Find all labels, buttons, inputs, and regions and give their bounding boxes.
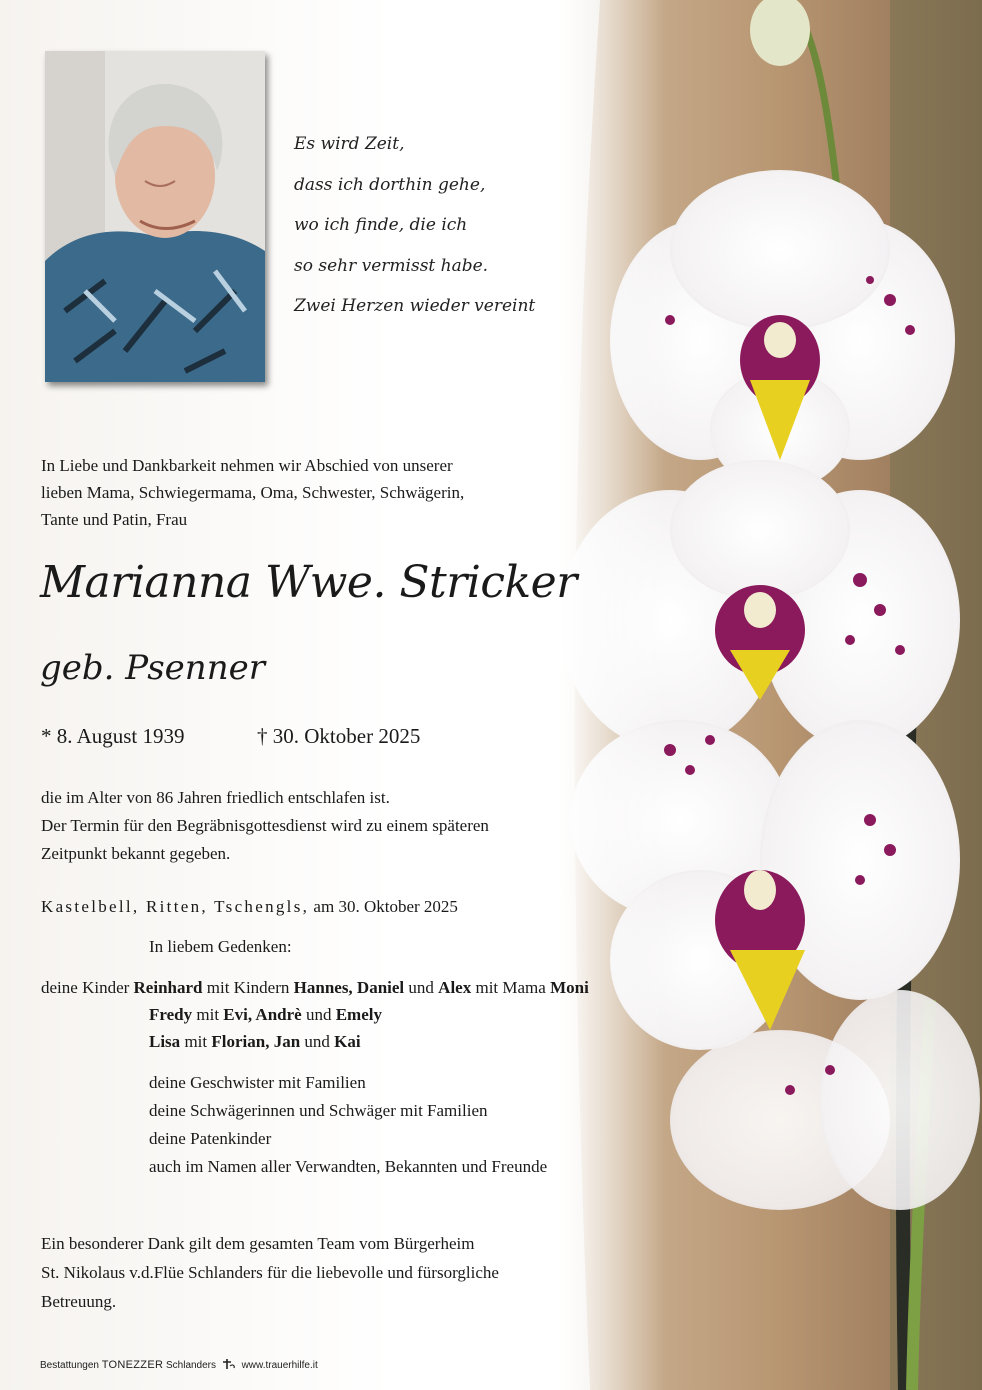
intro-line: In Liebe und Dankbarkeit nehmen wir Abschied von unserer xyxy=(41,456,453,475)
portrait-photo xyxy=(45,51,265,382)
poem xyxy=(294,124,594,327)
poem-line: so sehr vermisst habe. xyxy=(294,255,489,276)
mourner-line: deine Schwägerinnen und Schwäger mit Familien xyxy=(149,1101,488,1120)
family-member: Reinhard xyxy=(133,978,203,997)
cross-icon xyxy=(221,1358,237,1373)
notice-date: am 30. Oktober 2025 xyxy=(313,897,458,916)
death-date: † 30. Oktober 2025 xyxy=(257,724,421,748)
family-text: und xyxy=(305,1005,332,1024)
thanks-line: Betreuung. xyxy=(41,1292,117,1311)
family-member: Lisa xyxy=(149,1032,181,1051)
thanks-line: Ein besonderer Dank gilt dem gesamten Team vom Bürgerheim xyxy=(41,1234,475,1253)
mourner-line: auch im Namen aller Verwandten, Bekannten und Freunde xyxy=(149,1157,548,1176)
notice-line: Der Termin für den Begräbnisgottesdienst wird zu einem späteren xyxy=(41,816,489,835)
family-line xyxy=(41,1028,589,1055)
family-member: Kai xyxy=(334,1032,361,1051)
family-text: und xyxy=(408,978,434,997)
footer-brand: TONEZZER xyxy=(101,1359,164,1372)
footer xyxy=(40,1358,318,1373)
intro-line: lieben Mama, Schwiegermama, Oma, Schwester, Schwägerin, xyxy=(41,483,465,502)
thanks-line: St. Nikolaus v.d.Flüe Schlanders für die liebevolle und fürsorgliche xyxy=(41,1263,499,1282)
family-member: Evi, Andrè xyxy=(223,1005,302,1024)
family-text: deine Kinder xyxy=(41,978,130,997)
family-member: Emely xyxy=(335,1005,382,1024)
poem-line: wo ich finde, die ich xyxy=(294,215,468,235)
footer-url[interactable]: www.trauerhilfe.it xyxy=(241,1360,318,1372)
family-member: Fredy xyxy=(149,1005,193,1024)
family-list xyxy=(41,974,589,1055)
in-memory-heading: In liebem Gedenken: xyxy=(149,937,292,956)
family-text: und xyxy=(304,1032,330,1051)
mourner-line: deine Patenkinder xyxy=(149,1129,272,1148)
thanks-text xyxy=(41,1229,641,1316)
family-member: Hannes, Daniel xyxy=(293,978,405,997)
family-member: Alex xyxy=(438,978,472,997)
family-text: mit Mama xyxy=(475,978,546,997)
orchid-image xyxy=(560,0,982,1390)
notice-text xyxy=(41,784,621,868)
intro-text xyxy=(41,452,601,533)
poem-line: Es wird Zeit, xyxy=(294,134,405,154)
life-dates xyxy=(41,724,420,749)
further-mourners xyxy=(149,1069,547,1181)
family-member: Moni xyxy=(550,978,589,997)
family-line xyxy=(41,1001,589,1028)
poem-line: Zwei Herzen wieder vereint xyxy=(294,296,536,316)
poem-line: dass ich dorthin gehe, xyxy=(294,174,486,195)
deceased-name: Marianna Wwe. Stricker xyxy=(40,557,577,608)
places: Kastelbell, Ritten, Tschengls, xyxy=(41,897,310,916)
family-line xyxy=(41,974,589,1001)
notice-line: die im Alter von 86 Jahren friedlich entschlafen ist. xyxy=(41,788,390,807)
mourner-line: deine Geschwister mit Familien xyxy=(149,1073,366,1092)
footer-prefix: Bestattungen xyxy=(40,1360,99,1372)
family-text: mit Kindern xyxy=(206,978,290,997)
maiden-name: geb. Psenner xyxy=(40,648,265,688)
footer-city: Schlanders xyxy=(165,1360,217,1372)
family-text: mit xyxy=(184,1032,208,1051)
birth-date: * 8. August 1939 xyxy=(41,724,185,748)
place-date xyxy=(41,897,458,917)
family-member: Florian, Jan xyxy=(211,1032,301,1051)
family-text: mit xyxy=(196,1005,220,1024)
intro-line: Tante und Patin, Frau xyxy=(41,510,188,529)
notice-line: Zeitpunkt bekannt gegeben. xyxy=(41,844,231,863)
